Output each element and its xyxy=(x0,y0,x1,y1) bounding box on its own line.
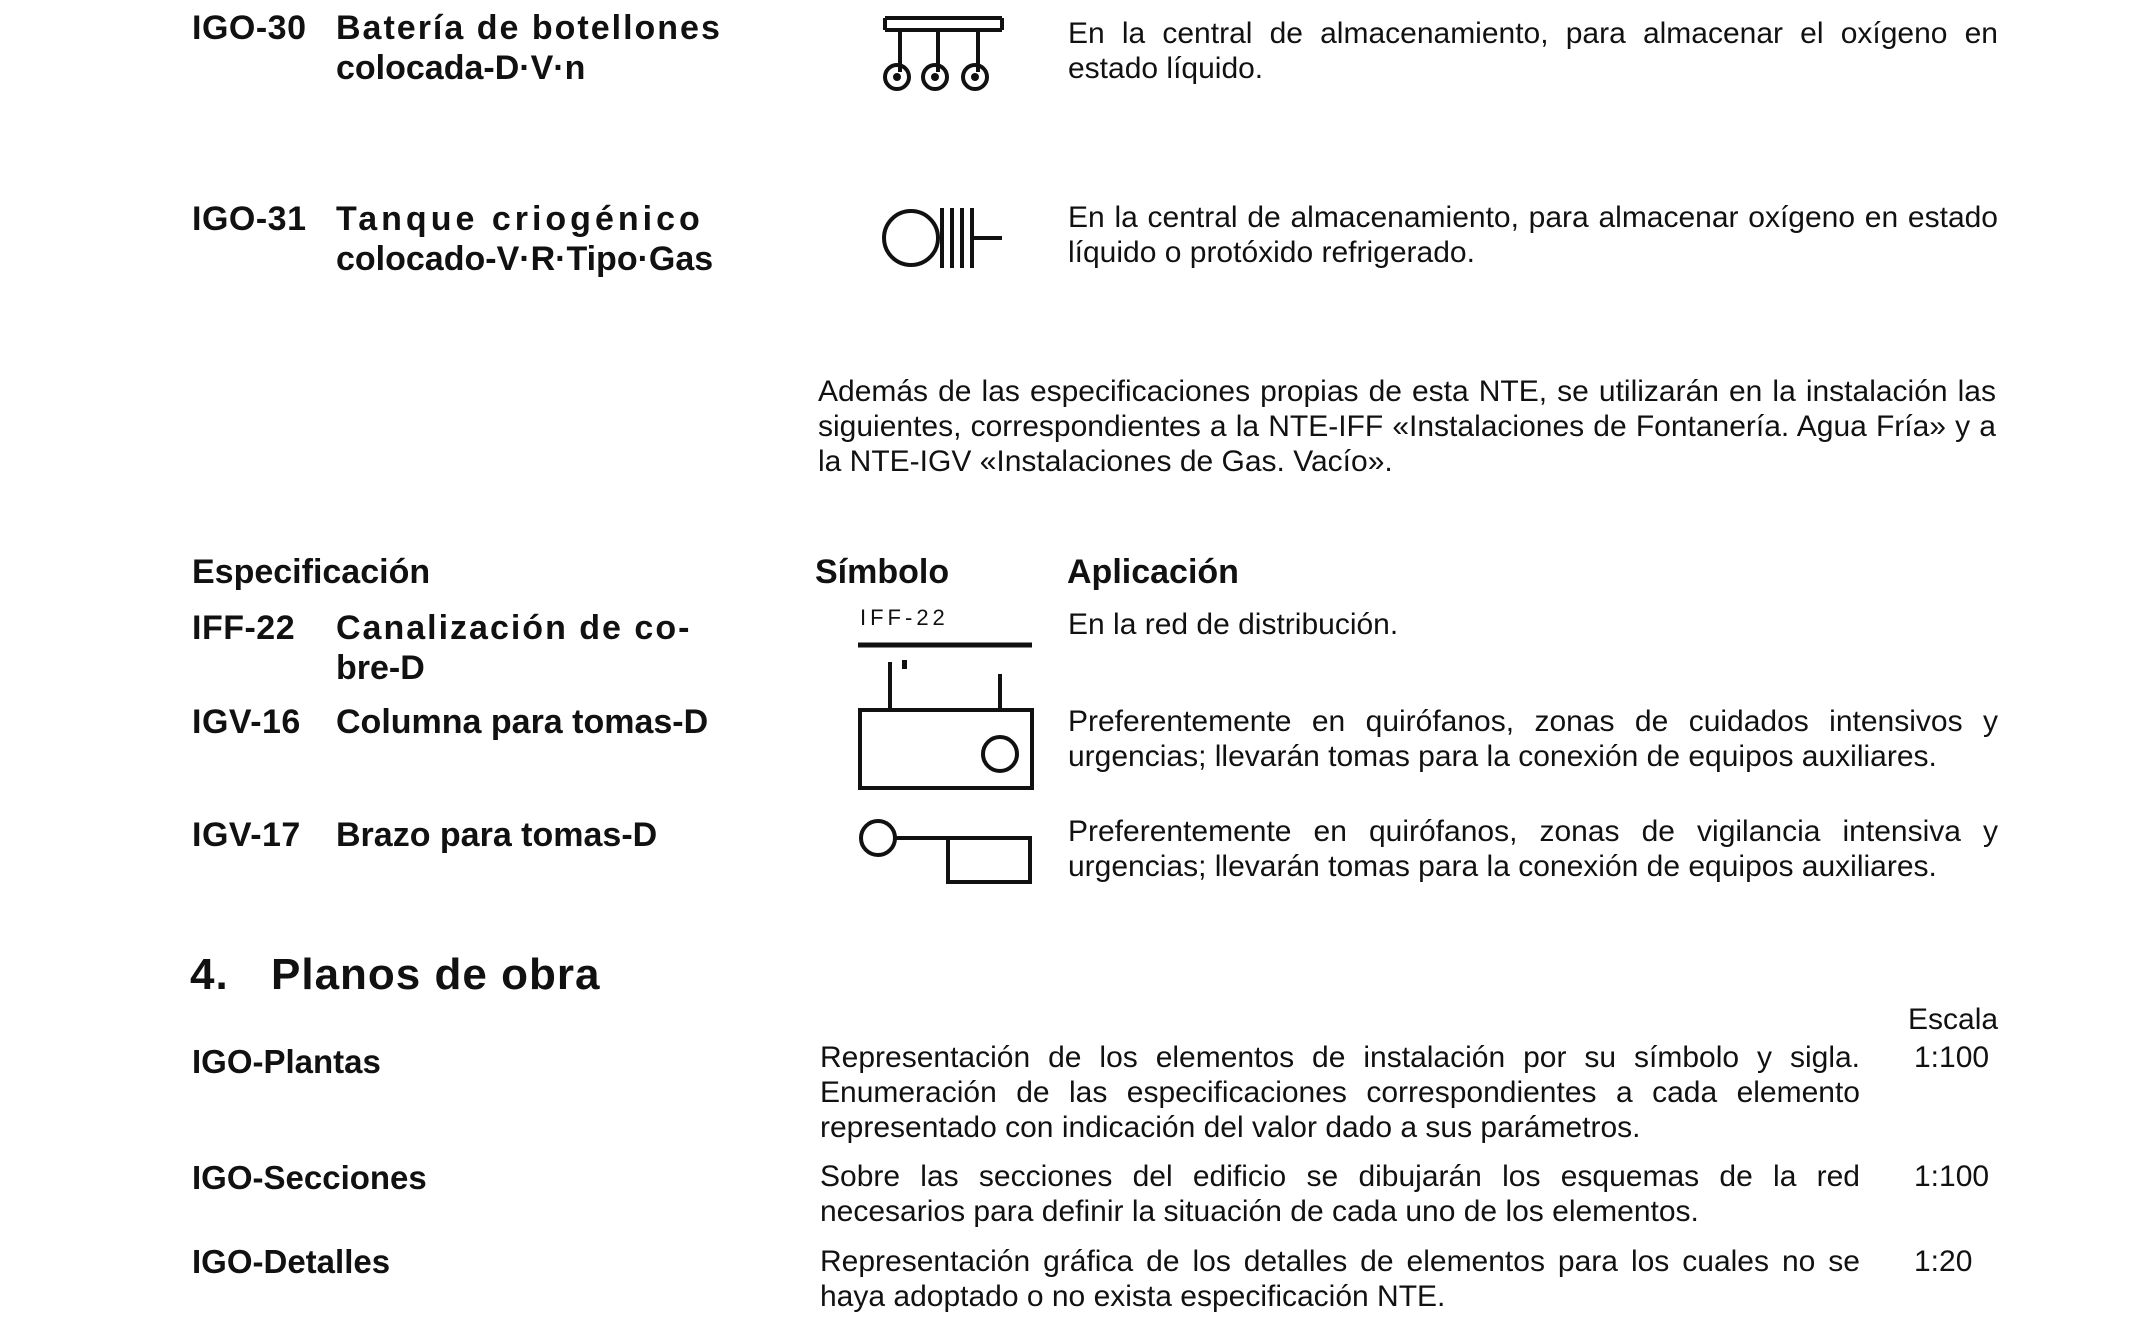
spec-code-iff-22: IFF-22 xyxy=(192,609,296,647)
spec-application-igv-17: Preferentemente en quirófanos, zonas de vigilancia intensiva y urgencias; llevarán tomas para la conexión de equipos auxiliares. xyxy=(1068,815,1998,883)
spec-name-line: colocada-D·V·n xyxy=(336,49,586,87)
spec-code-igv-16: IGV-16 xyxy=(192,703,301,741)
spec-application-igo-31: En la central de almacenamiento, para almacenar oxígeno en estado líquido o protóxido refrigerado. xyxy=(1068,201,1998,269)
scale-header: Escala xyxy=(1908,1003,1999,1036)
spec-name-igo-31 xyxy=(336,199,756,279)
spec-application-igv-16: Preferentemente en quirófanos, zonas de cuidados intensivos y urgencias; llevarán tomas para la conexión de equipos auxiliares. xyxy=(1068,705,1998,773)
spec-application-igo-30: En la central de almacenamiento, para almacenar el oxígeno en estado líquido. xyxy=(1068,17,1998,85)
spec-name-line: Columna para tomas-D xyxy=(336,703,709,741)
spec-name-igv-17 xyxy=(336,815,657,855)
plan-name-secciones: IGO-Secciones xyxy=(192,1159,427,1196)
plan-name-plantas: IGO-Plantas xyxy=(192,1043,381,1080)
plan-scale-detalles: 1:20 xyxy=(1914,1245,1973,1278)
spec-application-iff-22: En la red de distribución. xyxy=(1068,608,1399,641)
symbol-label-iff-22: IFF-22 xyxy=(860,605,949,630)
section-title: Planos de obra xyxy=(271,950,601,999)
spec-code-igv-17: IGV-17 xyxy=(192,816,301,854)
battery-of-cylinders-symbol xyxy=(880,14,1010,94)
spec-code-igo-31: IGO-31 xyxy=(192,200,307,238)
spec-name-igo-30 xyxy=(336,8,756,88)
spec-name-line: Batería de botellones xyxy=(336,9,722,47)
plan-description-secciones: Sobre las secciones del edificio se dibujarán los esquemas de la red necesarios para definir la situación de cada uno de los elementos. xyxy=(820,1160,1860,1228)
spec-code-igo-30: IGO-30 xyxy=(192,9,307,47)
plan-description-detalles: Representación gráfica de los detalles de elementos para los cuales no se haya adoptado o no exista especificación NTE. xyxy=(820,1245,1860,1313)
spec-name-line: Canalización de co- xyxy=(336,609,692,647)
spec-name-line: Brazo para tomas-D xyxy=(336,816,658,854)
outlet-arm-symbol xyxy=(856,816,1036,886)
plan-scale-plantas: 1:100 xyxy=(1914,1041,1990,1074)
spec-name-igv-16 xyxy=(336,702,708,742)
spec-name-line: bre-D xyxy=(336,649,425,687)
plan-description-plantas: Representación de los elementos de instalación por su símbolo y sigla. Enumeración de las especificaciones correspondientes a cada elemento representado con indicación del valor dado a sus parámetros. xyxy=(820,1041,1860,1144)
header-application: Aplicación xyxy=(1067,553,1239,591)
spec-name-line: colocado-V·R·Tipo·Gas xyxy=(336,240,714,278)
cryogenic-tank-symbol xyxy=(880,205,1010,271)
outlet-column-symbol xyxy=(858,656,1038,792)
header-symbol: Símbolo xyxy=(815,553,950,591)
copper-pipe-symbol xyxy=(856,640,1036,650)
section-number: 4. xyxy=(190,950,229,999)
intro-paragraph: Además de las especificaciones propias de esta NTE, se utilizarán en la instalación las siguientes, correspondientes a la NTE-IFF «Instalaciones de Fontanería. Agua Fría» y a la NTE-IGV «Instalaciones de Gas. Vacío». xyxy=(818,375,1996,478)
header-specification: Especificación xyxy=(192,553,431,591)
plan-scale-secciones: 1:100 xyxy=(1914,1160,1990,1193)
plan-name-detalles: IGO-Detalles xyxy=(192,1243,391,1280)
spec-name-iff-22 xyxy=(336,608,748,688)
spec-name-line: Tanque criogénico xyxy=(336,200,704,238)
